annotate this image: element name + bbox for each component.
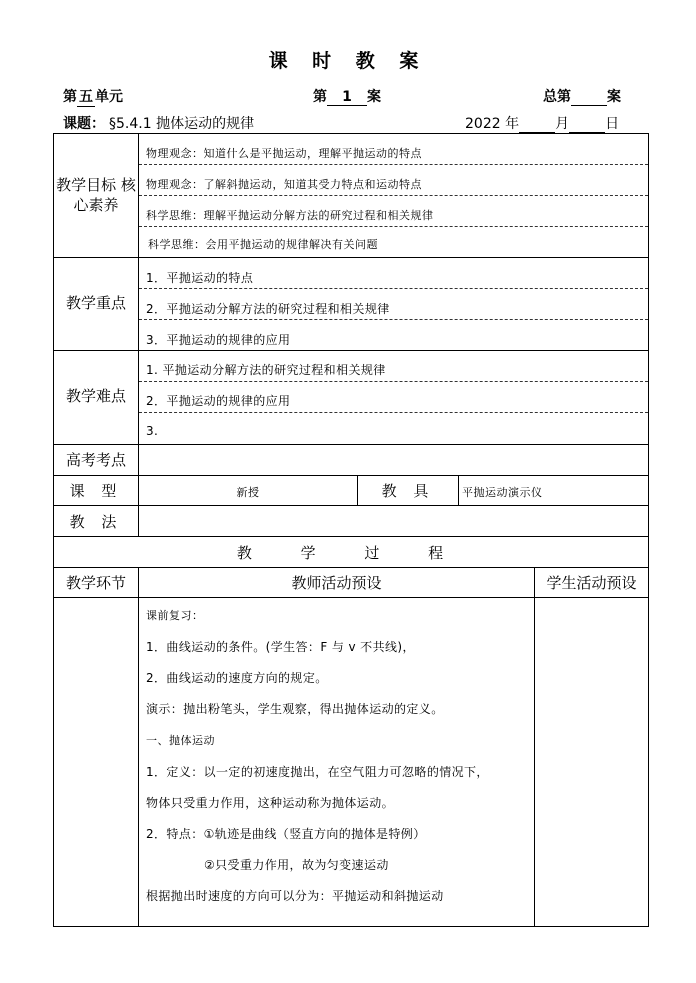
column-header-stage: 教学环节 <box>65 574 126 592</box>
total-label <box>543 86 621 106</box>
column-header-student: 学生活动预设 <box>546 574 637 592</box>
key-point-item: 3．平抛运动的规律的应用 <box>146 333 291 347</box>
date-row <box>465 113 619 133</box>
unit-label <box>63 86 123 107</box>
course-type-divider <box>458 475 459 506</box>
day-blank <box>569 116 605 133</box>
lesson-label <box>313 86 381 106</box>
teacher-line: ②只受重力作用，故为匀变速运动 <box>204 858 389 872</box>
teacher-line: 2．特点：①轨迹是曲线（竖直方向的抛体是特例） <box>146 827 426 841</box>
table-border-right <box>648 133 649 927</box>
row-divider <box>53 567 649 568</box>
teacher-line: 演示：抛出粉笔头，学生观察，得出抛体运动的定义。 <box>146 702 444 716</box>
total-suffix: 案 <box>607 89 621 105</box>
row-divider <box>53 350 649 351</box>
key-point-item: 1．平抛运动的特点 <box>146 271 254 285</box>
exam-points-label: 高考考点 <box>65 451 126 469</box>
process-title: 教 学 过 程 <box>236 544 466 562</box>
difficulty-item: 1. 平抛运动分解方法的研究过程和相关规律 <box>146 363 386 377</box>
teacher-line: 一、抛体运动 <box>146 734 215 747</box>
day-label: 日 <box>605 116 620 132</box>
teaching-tool-label: 教 具 <box>381 482 435 500</box>
total-blank <box>571 89 607 106</box>
dashed-divider <box>139 195 648 196</box>
topic-value: §5.4.1 抛体运动的规律 <box>105 113 299 134</box>
dashed-divider <box>139 381 648 382</box>
row-divider <box>53 475 649 476</box>
teaching-tool-value: 平抛运动演示仪 <box>462 486 543 499</box>
row-divider <box>53 444 649 445</box>
year-label: 2022 年 <box>465 116 520 132</box>
process-column-divider <box>534 567 535 927</box>
row-divider <box>53 505 649 506</box>
course-type-value: 新授 <box>236 486 260 499</box>
table-border-top <box>53 133 649 134</box>
unit-prefix: 第 <box>63 89 77 105</box>
course-type-label: 课 型 <box>69 482 123 500</box>
teacher-line: 1．定义：以一定的初速度抛出，在空气阻力可忽略的情况下， <box>146 765 489 779</box>
total-prefix: 总第 <box>543 89 571 105</box>
unit-suffix: 单元 <box>95 89 123 105</box>
goal-item: 物理观念：知道什么是平抛运动，理解平抛运动的特点 <box>146 147 422 160</box>
lesson-prefix: 第 <box>313 89 327 105</box>
teacher-line: 根据抛出时速度的方向可以分为：平抛运动和斜抛运动 <box>146 889 444 903</box>
difficulty-item: 2．平抛运动的规律的应用 <box>146 394 291 408</box>
goals-label: 教学目标 核心素养 <box>56 176 136 214</box>
goal-item: 科学思维：理解平抛运动分解方法的研究过程和相关规律 <box>146 209 434 222</box>
dashed-divider <box>139 226 648 227</box>
key-point-item: 2．平抛运动分解方法的研究过程和相关规律 <box>146 302 390 316</box>
row-divider <box>53 536 649 537</box>
lesson-suffix: 案 <box>367 89 381 105</box>
topic-label: 课题： <box>63 116 105 132</box>
goal-item: 物理观念：了解斜抛运动，知道其受力特点和运动特点 <box>146 178 422 191</box>
teacher-line: 1．曲线运动的条件。(学生答：F 与 v 不共线)， <box>146 640 415 654</box>
row-divider <box>53 597 649 598</box>
dashed-divider <box>139 412 648 413</box>
dashed-divider <box>139 288 648 289</box>
teacher-line: 物体只受重力作用，这种运动称为抛体运动。 <box>146 796 395 810</box>
goal-item: 科学思维：会用平抛运动的规律解决有关问题 <box>148 238 378 251</box>
row-divider <box>53 257 649 258</box>
month-label: 月 <box>555 116 570 132</box>
column-header-teacher: 教师活动预设 <box>291 574 382 592</box>
lesson-number: 1 <box>327 89 367 106</box>
unit-number: 五 <box>77 86 95 107</box>
teacher-line: 课前复习： <box>146 609 204 622</box>
difficulties-label: 教学难点 <box>65 387 126 405</box>
page-title: 课 时 教 案 <box>268 50 428 72</box>
dashed-divider <box>139 319 648 320</box>
key-points-label: 教学重点 <box>65 294 126 312</box>
topic-row <box>63 113 299 134</box>
method-label: 教 法 <box>69 513 123 531</box>
dashed-divider <box>139 164 648 165</box>
difficulty-item: 3. <box>146 424 159 438</box>
teacher-line: 2．曲线运动的速度方向的规定。 <box>146 671 328 685</box>
month-blank <box>519 116 555 133</box>
table-border-bottom <box>53 926 649 927</box>
process-column-divider <box>138 567 139 927</box>
